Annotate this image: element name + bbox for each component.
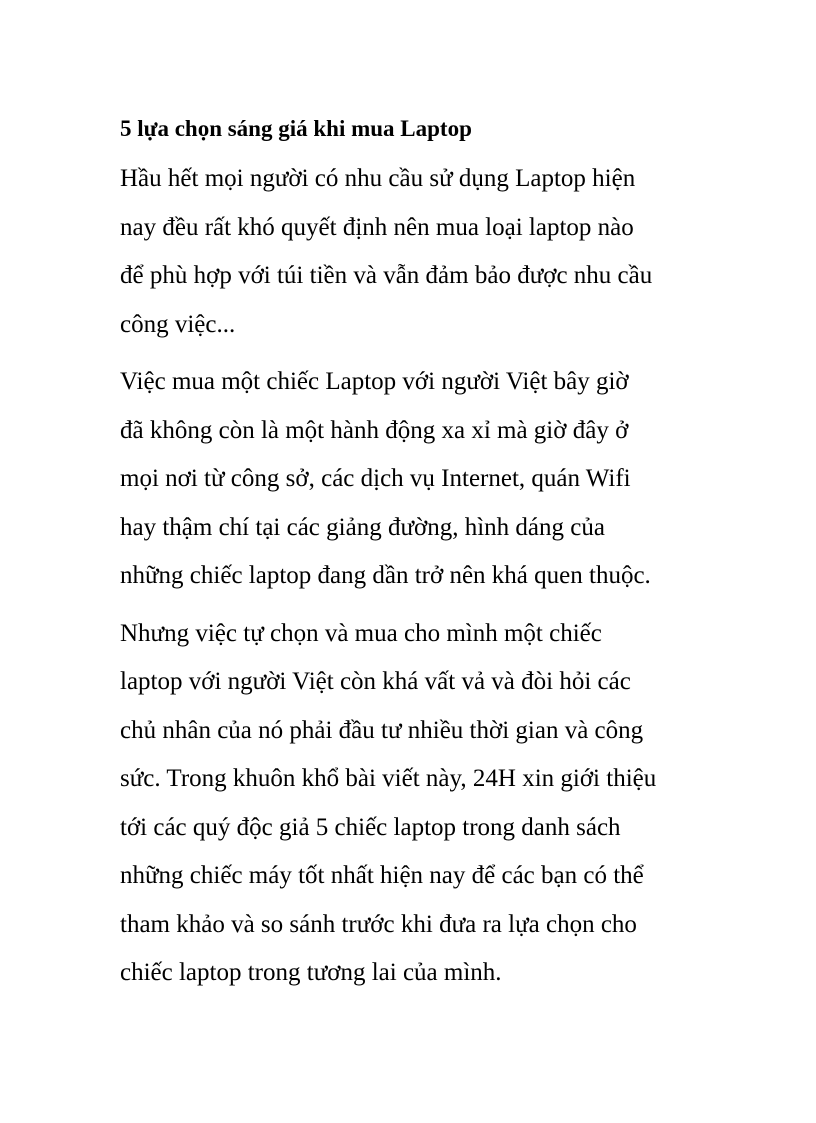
paragraph-intro <box>120 155 720 349</box>
text-line: nay đều rất khó quyết định nên mua loại laptop nào <box>120 213 634 241</box>
text-line: Nhưng việc tự chọn và mua cho mình một chiếc <box>120 619 602 647</box>
text-line: mọi nơi từ công sở, các dịch vụ Internet, quán Wifi <box>120 465 631 492</box>
text-line: tới các quý độc giả 5 chiếc laptop trong danh sách <box>120 813 621 841</box>
text-line: chiếc laptop trong tương lai của mình. <box>120 959 502 986</box>
text-line: đã không còn là một hành động xa xỉ mà giờ đây ở <box>120 416 629 444</box>
text-line: tham khảo và so sánh trước khi đưa ra lựa chọn cho <box>120 910 637 938</box>
text-line: những chiếc laptop đang dần trở nên khá quen thuộc. <box>120 562 651 589</box>
paragraph-purpose <box>120 610 720 998</box>
paragraph-context <box>120 358 720 601</box>
text-line: Việc mua một chiếc Laptop với người Việt bây giờ <box>120 368 629 395</box>
text-line: sức. Trong khuôn khổ bài viết này, 24H xin giới thiệu <box>120 765 657 792</box>
text-line: Hầu hết mọi người có nhu cầu sử dụng Laptop hiện <box>120 165 636 192</box>
text-line: để phù hợp với túi tiền và vẫn đảm bảo được nhu cầu <box>120 262 653 289</box>
text-line: hay thậm chí tại các giảng đường, hình dáng của <box>120 513 605 541</box>
text-line: những chiếc máy tốt nhất hiện nay để các bạn có thể <box>120 862 644 889</box>
article-body <box>120 111 720 1007</box>
text-line: công việc... <box>120 310 236 338</box>
text-line: laptop với người Việt còn khá vất vả và đòi hỏi các <box>120 668 631 695</box>
text-line: chủ nhân của nó phải đầu tư nhiều thời gian và công <box>120 716 644 744</box>
article-title: 5 lựa chọn sáng giá khi mua Laptop <box>120 116 472 141</box>
